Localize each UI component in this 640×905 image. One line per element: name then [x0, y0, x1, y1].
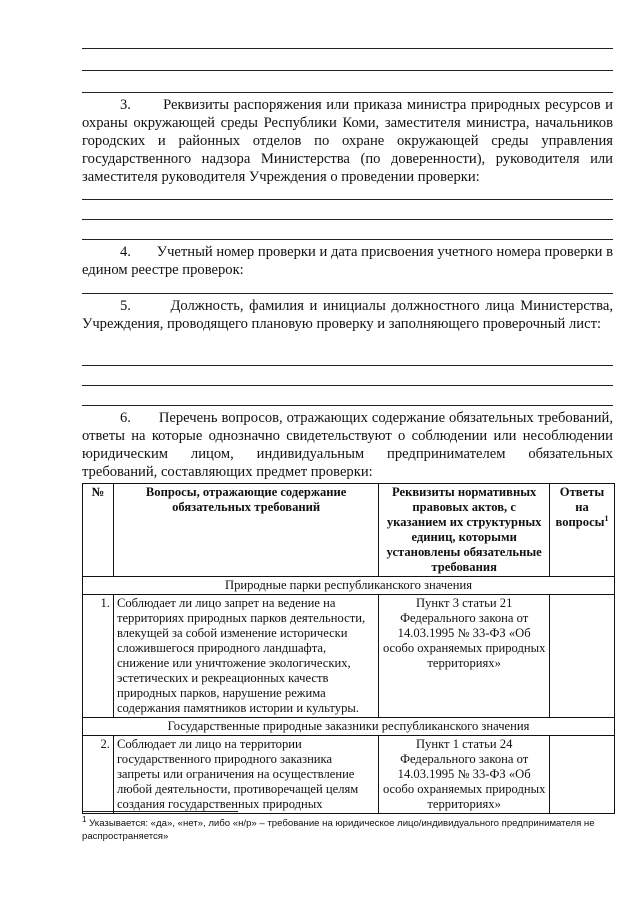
row-number: 1.	[83, 595, 114, 718]
section-title: Государственные природные заказники республиканского значения	[83, 718, 615, 736]
section-6-text: Перечень вопросов, отражающих содержание обязательных требований, ответы на которые однозначно свидетельствуют о соблюдении или несоблюдении юридическим лицом, индивидуальным предпринимателем обязательных требований, составляющих предмет проверки:	[82, 410, 613, 480]
table-section-row	[83, 718, 615, 736]
section-6-paragraph	[82, 409, 613, 481]
row-question: Соблюдает ли лицо запрет на ведение на территориях природных парков деятельности, влекущей за собой изменение исторически сложившегося природного ландшафта, снижение или уничтожение экологических, эстетических и рекреационных качеств природных парков, нарушение режима содержания памятников истории и культуры.	[113, 595, 378, 718]
row-requisite: Пункт 1 статьи 24 Федерального закона от 14.03.1995 № 33-ФЗ «Об особо охраняемых природных территориях»	[379, 736, 550, 814]
header-requisites: Реквизиты нормативных правовых актов, с указанием их структурных единиц, которыми установлены обязательные требования	[379, 484, 550, 577]
section-5-text: Должность, фамилия и инициалы должностного лица Министерства, Учреждения, проводящего плановую проверку и заполняющего проверочный лист:	[82, 298, 614, 332]
row-answer[interactable]	[550, 736, 615, 814]
header-number: №	[83, 484, 114, 577]
row-requisite: Пункт 3 статьи 21 Федерального закона от 14.03.1995 № 33-ФЗ «Об особо охраняемых природных территориях»	[379, 595, 550, 718]
section-3-text: Реквизиты распоряжения или приказа министра природных ресурсов и охраны окружающей среды Республики Коми, заместителя министра, начальников городских и районных отделов по охране окружающей среды управления государственного надзора Министерства (по доверенности), руководителя или заместителя руководителя Учреждения о проведении проверки:	[82, 97, 613, 185]
table-row	[83, 595, 615, 718]
section-3-number: 3.	[120, 97, 131, 113]
blank-line	[82, 385, 613, 386]
footnote-text: Указывается: «да», «нет», либо «н/р» – требование на юридическое лицо/индивидуального предпринимателя не распространяется»	[82, 818, 595, 842]
row-question: Соблюдает ли лицо на территории государственного природного заказника запреты или ограничения на осуществление любой деятельности, противоречащей целям создания государственных природных	[113, 736, 378, 814]
blank-line	[82, 293, 613, 294]
section-4-text: Учетный номер проверки и дата присвоения учетного номера проверки в едином реестре проверок:	[82, 244, 613, 278]
header-answers-label: Ответы на вопросы	[555, 485, 605, 529]
header-answers	[550, 484, 615, 577]
requirements-table	[82, 483, 615, 814]
section-title: Природные парки республиканского значения	[83, 577, 615, 595]
row-number: 2.	[83, 736, 114, 814]
section-6-number: 6.	[120, 410, 131, 426]
table-header-row	[83, 484, 615, 577]
section-5-paragraph	[82, 297, 613, 333]
section-4-number: 4.	[120, 244, 131, 260]
section-3-paragraph	[82, 96, 613, 186]
blank-line	[82, 219, 613, 220]
blank-line	[82, 199, 613, 200]
table-section-row	[83, 577, 615, 595]
blank-line	[82, 365, 613, 366]
header-questions: Вопросы, отражающие содержание обязательных требований	[113, 484, 378, 577]
blank-line	[82, 239, 613, 240]
blank-line	[82, 92, 613, 93]
footnote-ref: 1	[604, 513, 609, 523]
table-row	[83, 736, 615, 814]
section-4-paragraph	[82, 243, 613, 279]
blank-line	[82, 48, 613, 49]
footnote-separator	[82, 811, 238, 812]
row-answer[interactable]	[550, 595, 615, 718]
blank-line	[82, 70, 613, 71]
blank-line	[82, 405, 613, 406]
section-5-number: 5.	[120, 298, 131, 314]
footnote	[82, 814, 615, 843]
footnote-marker: 1	[82, 814, 87, 824]
